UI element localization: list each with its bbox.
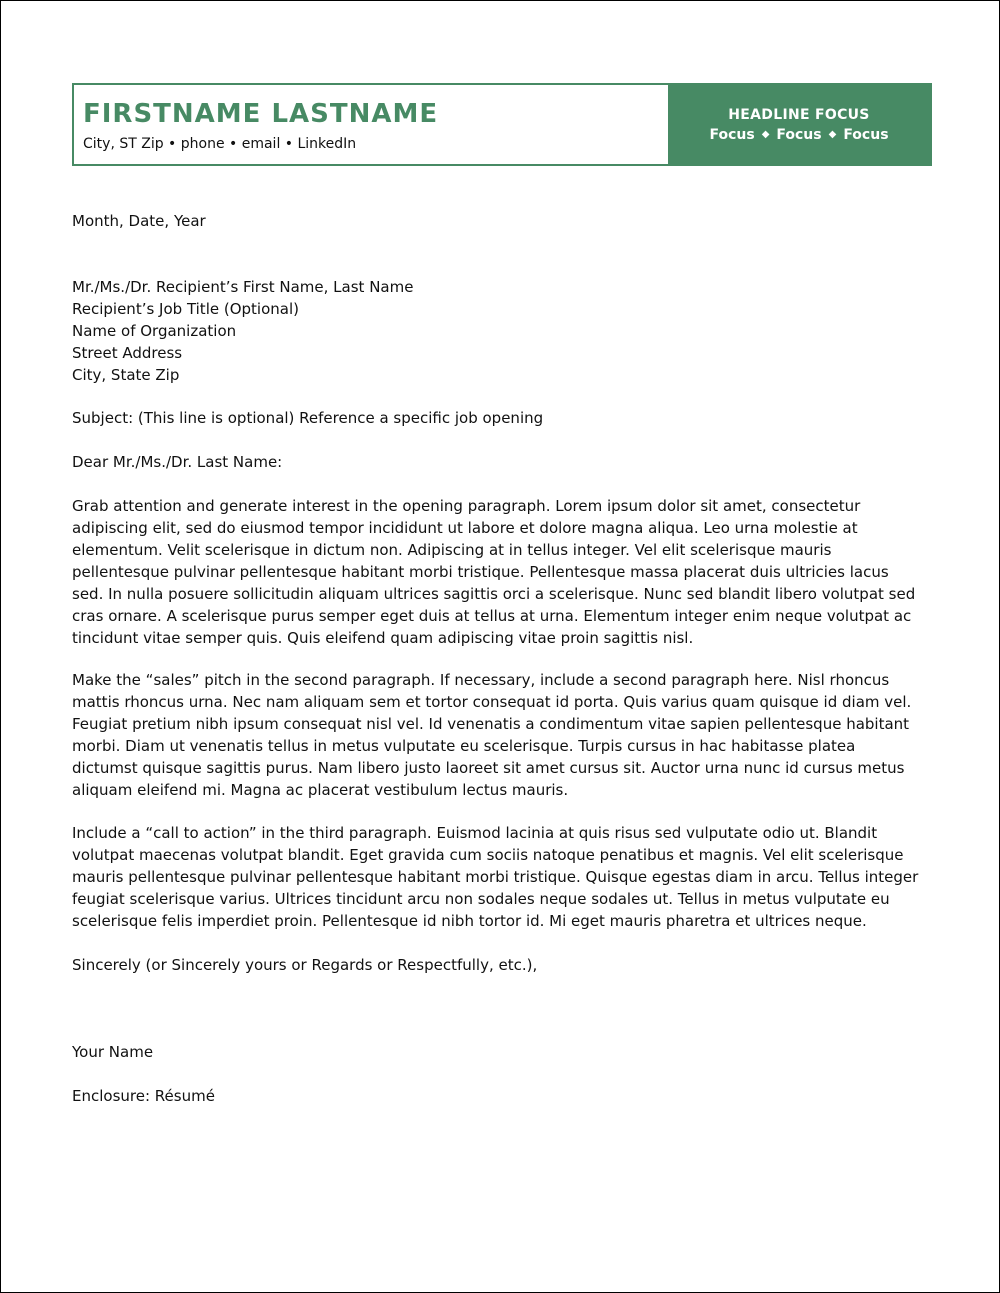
closing-block — [72, 954, 932, 976]
enclosure-block — [72, 1085, 932, 1107]
recipient-organization: Name of Organization — [72, 322, 237, 340]
focus-item: Focus — [843, 126, 889, 143]
diamond-bullet-icon: ◆ — [828, 128, 837, 140]
headline-focus: HEADLINE FOCUS — [728, 106, 870, 123]
body-paragraph-pitch: Make the “sales” pitch in the second paragraph. If necessary, include a second paragraph here. Nisl rhoncus mattis rhoncus urna. Nec nam aliquam sem et tortor consequat id porta. Quis varius quam quisque id diam vel. Feugiat pretium nibh ipsum consequat nisl vel. Id venenatis a condimentum vitae sapien pellentesque habitant morbi. Diam ut venenatis tellus in metus vulputate eu scelerisque. Turpis cursus in hac habitasse platea dictumst quisque sagittis purus. Nam libero justo laoreet sit amet cursus sit. Auctor urna nunc id cursus metus aliquam eleifend mi. Magna ac placerat vestibulum lectus mauris. — [72, 671, 912, 799]
headline-block — [668, 85, 930, 164]
letter-header — [72, 83, 932, 166]
letter-date: Month, Date, Year — [72, 212, 206, 230]
focus-list — [709, 125, 888, 145]
signature-name: Your Name — [72, 1043, 154, 1061]
recipient-address — [72, 276, 932, 386]
contact-line: City, ST Zip • phone • email • LinkedIn — [83, 136, 357, 152]
diamond-bullet-icon: ◆ — [761, 128, 770, 140]
recipient-street: Street Address — [72, 344, 183, 362]
subject-line: Subject: (This line is optional) Reference a specific job opening — [72, 409, 544, 427]
recipient-city: City, State Zip — [72, 366, 180, 384]
salutation: Dear Mr./Ms./Dr. Last Name: — [72, 453, 283, 471]
focus-item: Focus — [709, 126, 755, 143]
header-name-block — [74, 85, 668, 164]
focus-item: Focus — [776, 126, 822, 143]
enclosure: Enclosure: Résumé — [72, 1087, 215, 1105]
applicant-name: FIRSTNAME LASTNAME — [83, 99, 439, 129]
recipient-job-title: Recipient’s Job Title (Optional) — [72, 300, 299, 318]
salutation-block — [72, 451, 932, 473]
letter-date-block — [72, 210, 932, 232]
body-paragraph-opening: Grab attention and generate interest in the opening paragraph. Lorem ipsum dolor sit amet, consectetur adipiscing elit, sed do eiusmod tempor incididunt ut labore et dolore magna aliqua. Leo urna molestie at elementum. Velit scelerisque in dictum non. Adipiscing at in tellus integer. Vel elit scelerisque mauris pellentesque pulvinar pellentesque habitant morbi tristique. Pellentesque massa placerat duis ultricies lacus sed. In nulla posuere sollicitudin aliquam ultrices sagittis orci a scelerisque. Nunc sed blandit libero volutpat sed cras ornare. A scelerisque purus semper eget duis at tellus at urna. Elementum integer enim neque volutpat ac tincidunt vitae semper quis. Quis eleifend quam adipiscing vitae proin sagittis nisl. — [72, 497, 916, 647]
signature-block — [72, 1041, 932, 1063]
body-paragraph-call-to-action: Include a “call to action” in the third paragraph. Euismod lacinia at quis risus sed vulputate odio ut. Blandit volutpat maecenas volutpat blandit. Eget gravida cum sociis natoque penatibus et magnis. Vel elit scelerisque mauris pellentesque pulvinar pellentesque habitant morbi tristique. Quisque egestas diam in arcu. Tellus integer feugiat scelerisque varius. Ultrices tincidunt arcu non sodales neque sodales ut. Tellus in metus vulputate eu scelerisque felis imperdiet proin. Pellentesque id nibh tortor id. Mi eget mauris pharetra et ultrices neque. — [72, 824, 919, 930]
recipient-name: Mr./Ms./Dr. Recipient’s First Name, Last Name — [72, 278, 414, 296]
subject-block — [72, 407, 932, 429]
closing: Sincerely (or Sincerely yours or Regards or Respectfully, etc.), — [72, 956, 538, 974]
